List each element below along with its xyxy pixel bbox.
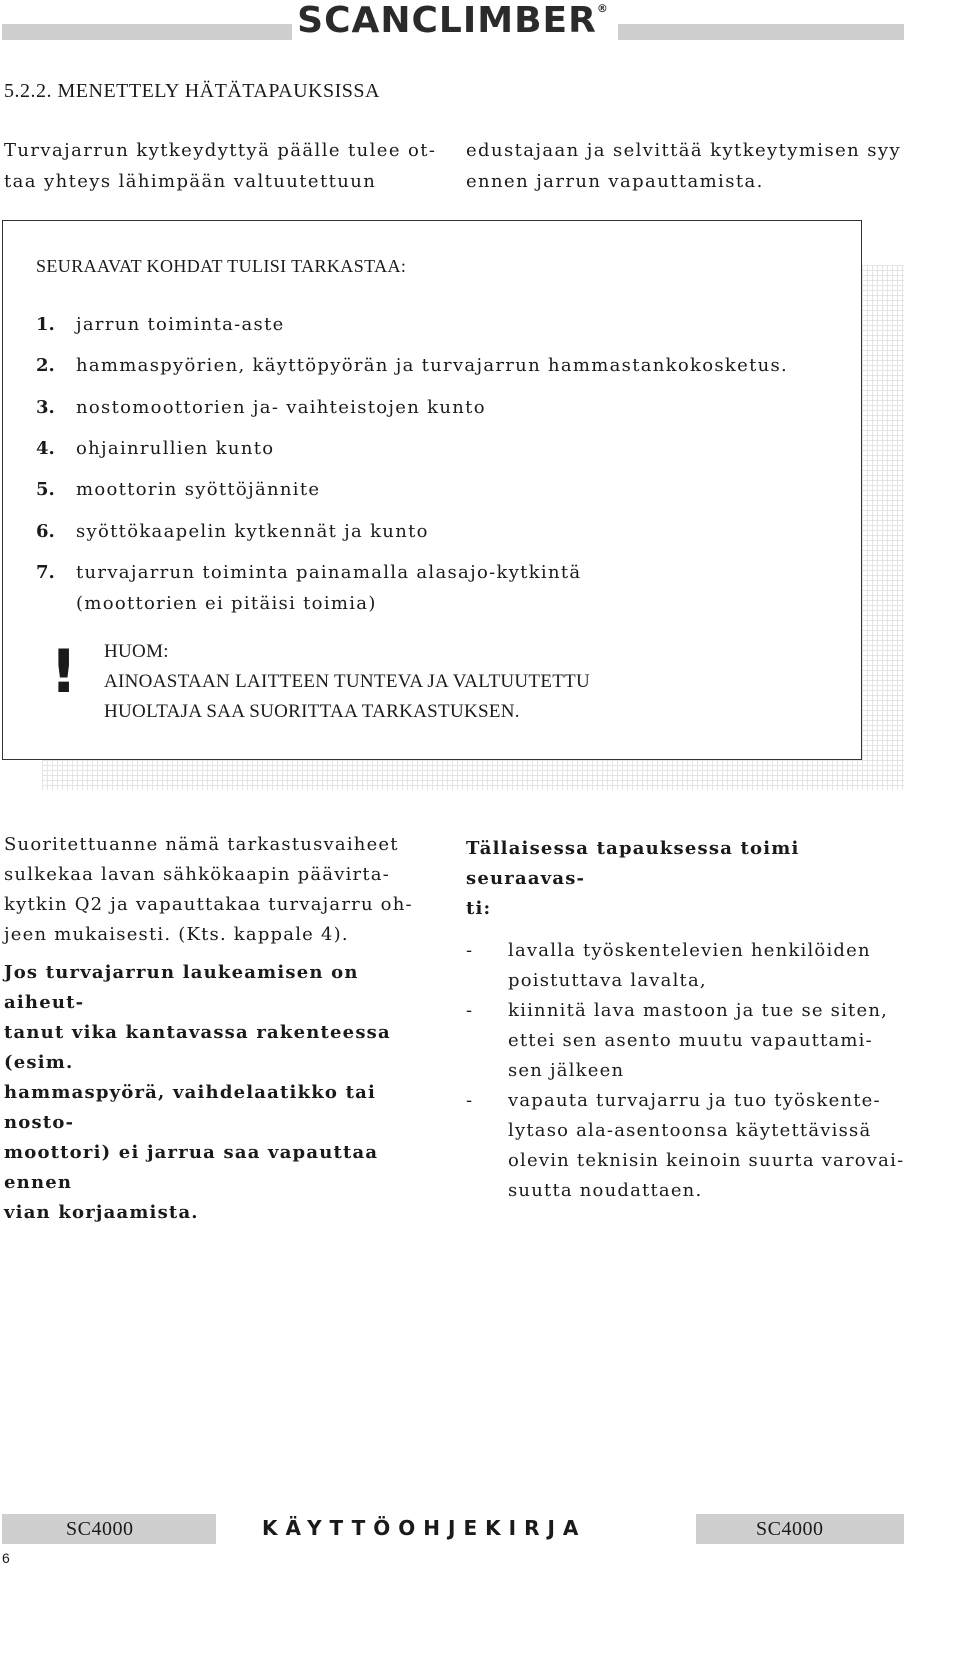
- warning-text: HUOLTAJA SAA SUORITTAA TARKASTUKSEN.: [104, 701, 520, 722]
- bullet-dash: -: [466, 940, 474, 961]
- checklist-item: [36, 397, 486, 418]
- section-title: 5.2.2. MENETTELY HÄTÄTAPAUKSISSA: [4, 80, 380, 102]
- footer-model-left: SC4000: [66, 1518, 134, 1540]
- intro-left-line: taa yhteys lähimpään valtuutettuun: [4, 171, 377, 192]
- grid-decoration-bottom: [42, 760, 904, 790]
- intro-right-line: ennen jarrun vapauttamista.: [466, 171, 764, 192]
- intro-left: [4, 135, 444, 197]
- item-text: ohjainrullien kunto: [76, 438, 275, 459]
- bullet-line: lavalla työskentelevien henkilöiden: [508, 940, 871, 961]
- item-number: 4.: [36, 438, 55, 459]
- item-text: turvajarrun toiminta painamalla alasajo-kytkintä: [76, 562, 582, 583]
- bullet-line: sen jälkeen: [508, 1060, 625, 1081]
- footer-manual-title: KÄYTTÖOHJEKIRJA: [262, 1516, 587, 1540]
- paragraph-line: Suoritettuanne nämä tarkastusvaiheet: [4, 834, 399, 855]
- footer-model-right: SC4000: [756, 1518, 824, 1540]
- item-text: (moottorien ei pitäisi toimia): [76, 593, 377, 614]
- paragraph-line: moottori) ei jarrua saa vapauttaa ennen: [4, 1142, 379, 1193]
- logo-text: SCANCLIMBER: [297, 0, 597, 41]
- page-number: 6: [2, 1550, 10, 1566]
- bullet-item: [466, 936, 906, 996]
- item-text: syöttökaapelin kytkennät ja kunto: [76, 521, 429, 542]
- paragraph-line: Jos turvajarrun laukeamisen on aiheut-: [4, 962, 359, 1013]
- checklist-title: SEURAAVAT KOHDAT TULISI TARKASTAA:: [36, 256, 407, 276]
- item-number: 1.: [36, 314, 55, 335]
- item-number: 5.: [36, 479, 55, 500]
- intro-left-line: Turvajarrun kytkeydyttyä päälle tulee ot-: [4, 140, 437, 161]
- checklist-item-continuation: [76, 593, 377, 614]
- bullet-line: olevin teknisin keinoin suurta varovai-: [508, 1150, 905, 1171]
- warning-label: HUOM:: [104, 641, 169, 662]
- grid-decoration-right: [862, 265, 904, 790]
- bullet-item: [466, 1086, 906, 1206]
- checklist-item: [36, 562, 581, 583]
- header-bar-left: [2, 24, 292, 40]
- bullet-dash: -: [466, 1000, 474, 1021]
- paragraph-line: sulkekaa lavan sähkökaapin päävirta-: [4, 864, 390, 885]
- paragraph-line: kytkin Q2 ja vapauttakaa turvajarru oh-: [4, 894, 413, 915]
- bullet-line: lytaso ala-asentoonsa käytettävissä: [508, 1120, 872, 1141]
- checklist-item: [36, 479, 320, 500]
- bullet-line: kiinnitä lava mastoon ja tue se siten,: [508, 1000, 889, 1021]
- item-number: 2.: [36, 355, 55, 376]
- intro-right: [466, 135, 906, 197]
- left-column: [4, 830, 444, 1228]
- scanclimber-logo: [293, 0, 613, 42]
- checklist-item: [36, 314, 285, 335]
- paragraph-line: vian korjaamista.: [4, 1202, 199, 1223]
- bullet-dash: -: [466, 1090, 474, 1111]
- paragraph-line: jeen mukaisesti. (Kts. kappale 4).: [4, 924, 349, 945]
- item-text: nostomoottorien ja- vaihteistojen kunto: [76, 397, 486, 418]
- paragraph-line: hammaspyörä, vaihdelaatikko tai nosto-: [4, 1082, 377, 1133]
- intro-right-line: edustajaan ja selvittää kytkeytymisen syy: [466, 140, 902, 161]
- item-number: 6.: [36, 521, 55, 542]
- bullet-line: ettei sen asento muutu vapauttami-: [508, 1030, 873, 1051]
- warning-text: AINOASTAAN LAITTEEN TUNTEVA JA VALTUUTETTU: [104, 671, 591, 692]
- item-number: 3.: [36, 397, 55, 418]
- paragraph-bold-block: [4, 958, 444, 1228]
- right-column: [466, 834, 906, 1206]
- checklist-item: [36, 355, 788, 376]
- item-text: hammaspyörien, käyttöpyörän ja turvajarrun hammastankokosketus.: [76, 355, 789, 376]
- item-number: 7.: [36, 562, 55, 583]
- checklist-item: [36, 438, 274, 459]
- bullet-line: vapauta turvajarru ja tuo työskente-: [508, 1090, 881, 1111]
- paragraph-line: tanut vika kantavassa rakenteessa (esim.: [4, 1022, 391, 1073]
- registered-mark: ®: [596, 2, 609, 15]
- bullet-line: suutta noudattaen.: [508, 1180, 703, 1201]
- exclamation-icon: !: [50, 637, 78, 707]
- bullet-item: [466, 996, 906, 1086]
- right-heading: ti:: [466, 898, 492, 919]
- bullet-line: poistuttava lavalta,: [508, 970, 707, 991]
- right-heading: Tällaisessa tapauksessa toimi seuraavas-: [466, 838, 800, 889]
- item-text: moottorin syöttöjännite: [76, 479, 321, 500]
- item-text: jarrun toiminta-aste: [76, 314, 285, 335]
- checklist-item: [36, 521, 429, 542]
- header-bar-right: [618, 24, 904, 40]
